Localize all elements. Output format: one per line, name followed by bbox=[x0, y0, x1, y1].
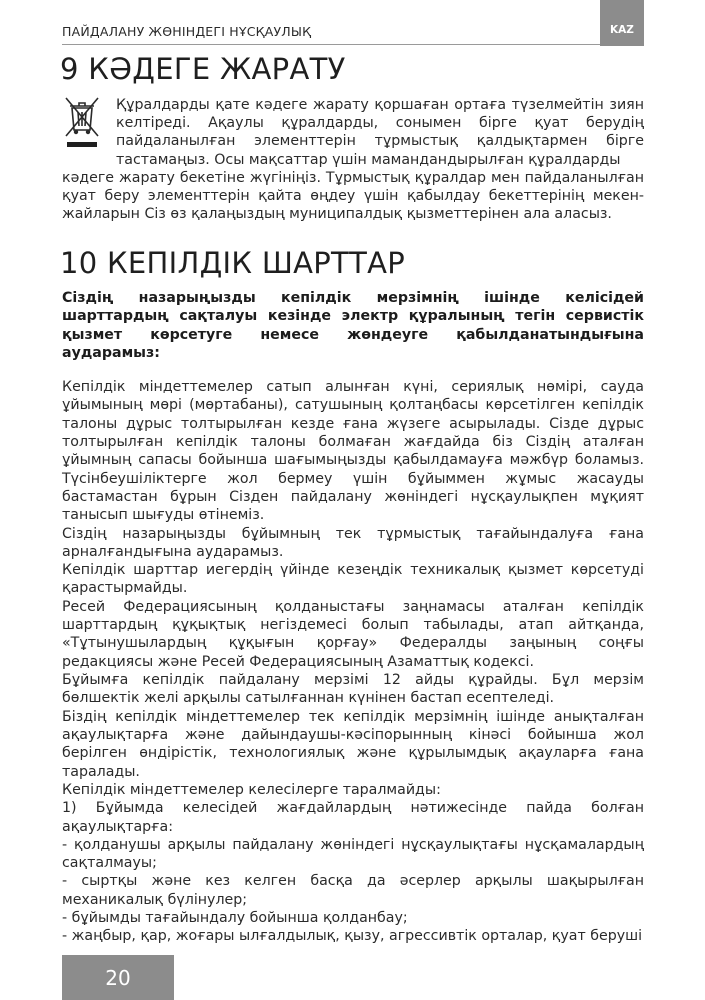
disposal-paragraph-continued: кәдеге жарату бекетіне жүгініңіз. Тұрмыстық құралдар мен пайдаланылған қуат беру элементтерін қайта өңдеу үшін қабылдау бекеттерінің мекен-жайларын Сіз өз қалаңыздың муниципалдық қызметтерінен ала аласыз. bbox=[62, 170, 644, 223]
warranty-terms-body bbox=[62, 378, 644, 946]
warranty-paragraph: Бұйымға кепілдік пайдалану мерзімі 12 айды құрайды. Бұл мерзім бөлшектік желі арқылы сатылғаннан күнінен бастап есептеледі. bbox=[62, 672, 644, 707]
running-header-title: ПАЙДАЛАНУ ЖӨНІНДЕГІ НҰСҚАУЛЫҚ bbox=[62, 24, 312, 39]
section-10-heading: 10 КЕПІЛДІК ШАРТТАР bbox=[60, 246, 406, 280]
warranty-list-item: - сыртқы және кез келген басқа да әсерлер арқылы шақырылған механикалық бүлінулер; bbox=[62, 873, 644, 908]
warranty-list-item: - қолданушы арқылы пайдалану жөніндегі нұсқаулықтағы нұсқамалардың сақталмауы; bbox=[62, 836, 644, 872]
warranty-paragraph: Кепілдік міндеттемелер сатып алынған күні, сериялық нөмірі, сауда ұйымының мөрі (мөртабаны), сатушының қолтаңбасы көрсетілген кепілдік талоны дұрыс толтырылған кезде ғана жүзеге асырылады. Сізде дұрыс толтырылған кепілдік талоны болмаған жағдайда біз Сіздің аталған ұйымның сапасы бойынша шағымыңызды қабылдамауға мәжбүр боламыз. Түсінбеушіліктерге жол бермеу үшін бұйыммен жұмыс жасауды бастамастан бұрын Сізден пайдалану жөніндегі нұсқаулықпен мұқият танысып шығуды өтінеміз. bbox=[62, 379, 644, 524]
page-number: 20 bbox=[62, 955, 174, 1000]
warranty-list-item: - бұйымды тағайындалу бойынша қолданбау; bbox=[62, 910, 408, 927]
warranty-list-item: 1) Бұйымда келесідей жағдайлардың нәтижесінде пайда болған ақаулықтарға: bbox=[62, 800, 644, 835]
warranty-paragraph: Біздің кепілдік міндеттемелер тек кепілдік мерзімнің ішінде анықталған ақаулықтарға және дайындаушы-кәсіпорынның кінәсі бойынша жол берілген өндірістік, технологиялық және құрылымдық ақауларға ғана таралады. bbox=[62, 708, 644, 780]
disposal-paragraph: Құралдарды қате кәдеге жарату қоршаған ортаға түзелмейтін зиян келтіреді. Ақаулы құралдарды, сонымен бірге қуат берудің пайдаланылған элементтерін тұрмыстық қалдықтармен бірге тастамаңыз. Осы мақсаттар үшін мамандандырылған құралдарды bbox=[116, 97, 644, 168]
warranty-paragraph: Кепілдік шарттар иегердің үйінде кезеңдік техникалық қызмет көрсетуді қарастырмайды. bbox=[62, 562, 644, 597]
section-9-heading: 9 КӘДЕГЕ ЖАРАТУ bbox=[60, 52, 346, 86]
warranty-paragraph: Сіздің назарыңызды бұйымның тек тұрмыстық тағайындалуға ғана арналғандығына аударамыз. bbox=[62, 525, 644, 560]
warranty-paragraph: Ресей Федерациясының қолданыстағы заңнамасы аталған кепілдік шарттардың құқықтық негіздемесі болып табылады, атап айтқанда, «Тұтынушылардың құқығын қорғау» Федералды заңының соңғы редакциясы және Ресей Федерациясының Азаматтық кодексі. bbox=[62, 598, 644, 670]
warranty-notice: Сіздің назарыңызды кепілдік мерзімнің ішінде келісідей шарттардың сақталуы кезінде электр құралының тегін сервистік қызмет көрсетуге немесе жөндеуге қабылданатындығына аударамыз: bbox=[62, 290, 644, 361]
crossed-out-wheelie-bin-icon bbox=[62, 94, 102, 150]
warranty-paragraph: Кепілдік міндеттемелер келесілерге таралмайды: bbox=[62, 781, 441, 798]
header-divider bbox=[62, 44, 644, 45]
language-badge: KAZ bbox=[600, 0, 644, 46]
warranty-list-item: - жаңбыр, қар, жоғары ылғалдылық, қызу, агрессивтік орталар, қуат беруші bbox=[62, 928, 643, 945]
